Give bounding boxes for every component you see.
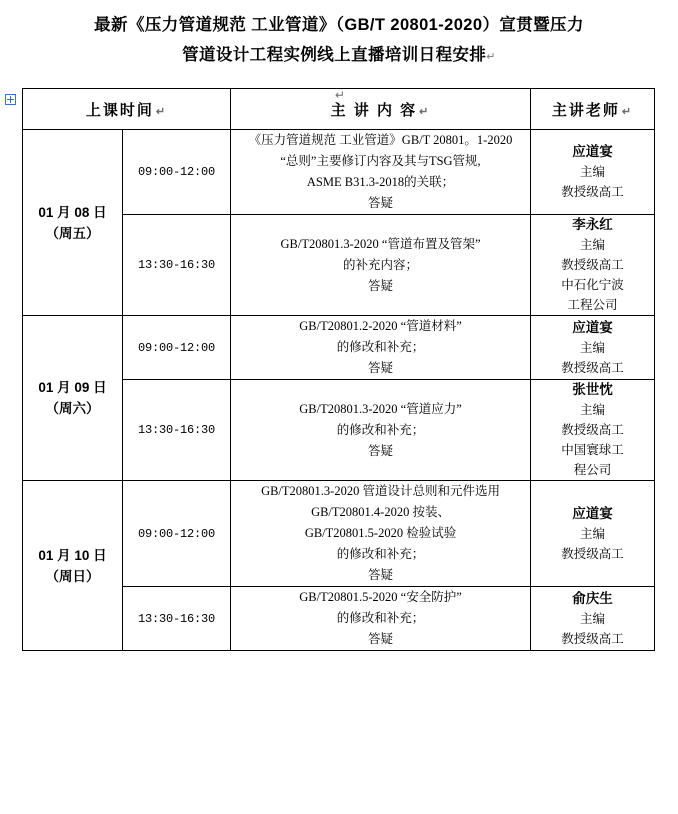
paragraph-mark-icon: ↵ [419, 105, 431, 118]
paragraph-mark-icon-top: ↵ [335, 88, 346, 102]
column-header-content: 主 讲 内 容 ↵ [231, 89, 531, 130]
column-header-teacher: 主讲老师 ↵ [531, 89, 655, 130]
content-cell: GB/T20801.3-2020 “管道应力” 的修改和补充； 答疑 [231, 380, 531, 481]
content-cell: GB/T20801.5-2020 “安全防护” 的修改和补充； 答疑 [231, 587, 531, 651]
teacher-cell: 俞庆生 主编 教授级高工 [531, 587, 655, 651]
column-header-time: 上课时间 ↵ [23, 89, 231, 130]
table-row [23, 316, 655, 380]
teacher-cell: 应道宴 主编 教授级高工 [531, 316, 655, 380]
table-row [23, 481, 655, 587]
content-cell: GB/T20801.3-2020 管道设计总则和元件选用 GB/T20801.4-2020 按装、 GB/T20801.5-2020 检验试验 的修改和补充； 答疑 [231, 481, 531, 587]
teacher-cell: 张世忱 主编 教授级高工 中国寰球工 程公司 [531, 380, 655, 481]
date-cell-day3: 01 月 10 日 （周日） [23, 481, 123, 651]
period-cell: 09:00-12:00 [123, 130, 231, 215]
paragraph-mark-icon: ↵ [155, 105, 168, 118]
teacher-cell: 应道宴 主编 教授级高工 [531, 130, 655, 215]
teacher-cell: 应道宴 主编 教授级高工 [531, 481, 655, 587]
period-cell: 13:30-16:30 [123, 215, 231, 316]
content-cell: 《压力管道规范 工业管道》GB/T 20801。1-2020 “总则”主要修订内容及其与TSG管规, ASME B31.3-2018的关联； 答疑 [231, 130, 531, 215]
date-cell-day1: 01 月 08 日 （周五） [23, 130, 123, 316]
date-cell-day2: 01 月 09 日 （周六） [23, 316, 123, 481]
content-cell: GB/T20801.3-2020 “管道布置及管架” 的补充内容； 答疑 [231, 215, 531, 316]
teacher-cell: 李永红 主编 教授级高工 中石化宁波 工程公司 [531, 215, 655, 316]
paragraph-mark-icon: ↵ [486, 51, 496, 63]
title-line-2: 管道设计工程实例线上直播培训日程安排↵ [182, 46, 496, 64]
period-cell: 09:00-12:00 [123, 316, 231, 380]
period-cell: 13:30-16:30 [123, 587, 231, 651]
title-line-1: 最新《压力管道规范 工业管道》（GB/T 20801-2020）宣贯暨压力 [94, 16, 584, 34]
table-row [23, 130, 655, 215]
paragraph-mark-icon: ↵ [621, 105, 634, 118]
schedule-table [22, 88, 655, 651]
period-cell: 13:30-16:30 [123, 380, 231, 481]
page-title [0, 0, 678, 72]
period-cell: 09:00-12:00 [123, 481, 231, 587]
content-cell: GB/T20801.2-2020 “管道材料” 的修改和补充； 答疑 [231, 316, 531, 380]
object-anchor-icon [5, 94, 17, 106]
